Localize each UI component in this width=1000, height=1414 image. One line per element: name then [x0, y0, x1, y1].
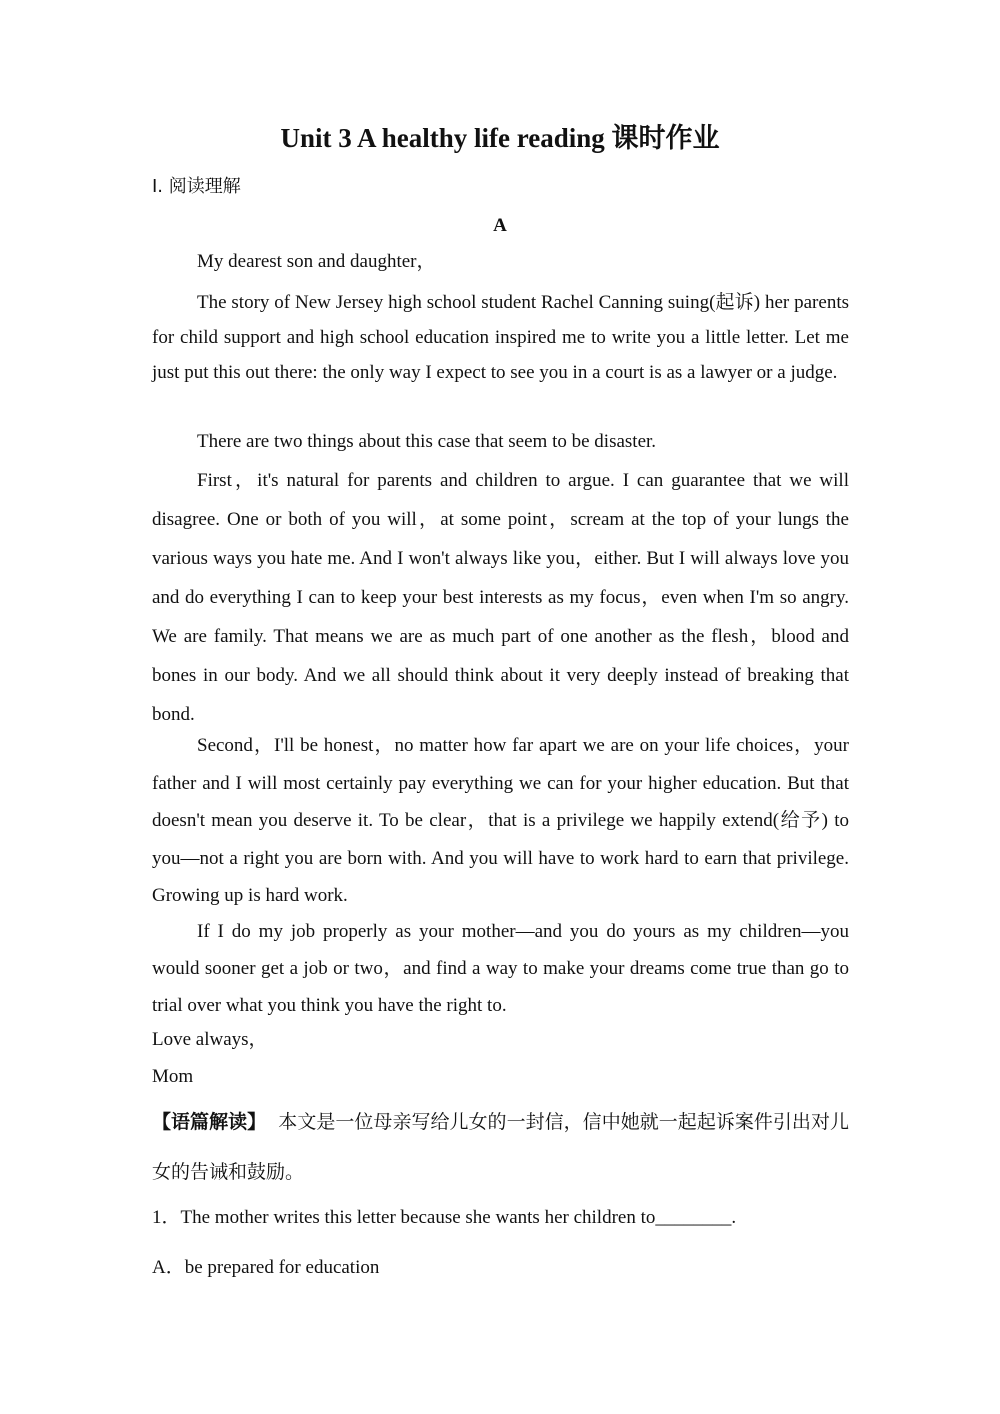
analysis-label: 【语篇解读】	[152, 1111, 267, 1133]
section-heading: Ⅰ. 阅读理解	[152, 176, 241, 197]
question-item	[152, 1203, 849, 1233]
question-option: A．be prepared for education	[152, 1257, 380, 1278]
letter-greeting: My dearest son and daughter，	[197, 251, 436, 272]
letter-paragraph: Second，I'll be honest，no matter how far apart we are on your life choices，your father and I will most certainly pay everything we can for your higher education. But that doesn't mean you deserve it. To be clear，that is a privilege we happily extend(给予) to you—not a right you are born with. And you will have to work hard to earn that privilege. Growing up is hard work.	[152, 735, 849, 906]
analysis-text: 本文是一位母亲写给儿女的一封信，信中她就一起起诉案件引出对儿女的告诫和鼓励。	[152, 1111, 849, 1183]
letter-paragraph: First，it's natural for parents and children to argue. I can guarantee that we will disagree. One or both of you will，at some point，scream at the top of your lungs the various ways you hate me. And I won't always like you，either. But I will always love you and do everything I can to keep your best interests as my focus，even when I'm so angry. We are family. That means we are as much part of one another as the flesh，blood and bones in our body. And we all should think about it very deeply instead of breaking that bond.	[152, 470, 849, 725]
letter-paragraph: If I do my job properly as your mother—and you do yours as my children—you would sooner get a job or two，and find a way to make your dreams come true than go to trial over what you think you have the right to.	[152, 921, 849, 1016]
letter-paragraph: There are two things about this case that seem to be disaster.	[197, 431, 657, 452]
question-stem: The mother writes this letter because she wants her children to________.	[180, 1207, 737, 1228]
page-title: Unit 3 A healthy life reading 课时作业	[280, 123, 720, 153]
question-number: 1．	[152, 1207, 181, 1228]
passage-label: A	[493, 215, 507, 236]
letter-closing: Love always，	[152, 1029, 268, 1050]
letter-paragraph: The story of New Jersey high school student Rachel Canning suing(起诉) her parents for child support and high school education inspired me to write you a little letter. Let me just put this out there: the only way I expect to see you in a court is as a lawyer or a judge.	[152, 292, 849, 383]
letter-signature: Mom	[152, 1066, 194, 1087]
passage-analysis	[152, 1097, 849, 1197]
